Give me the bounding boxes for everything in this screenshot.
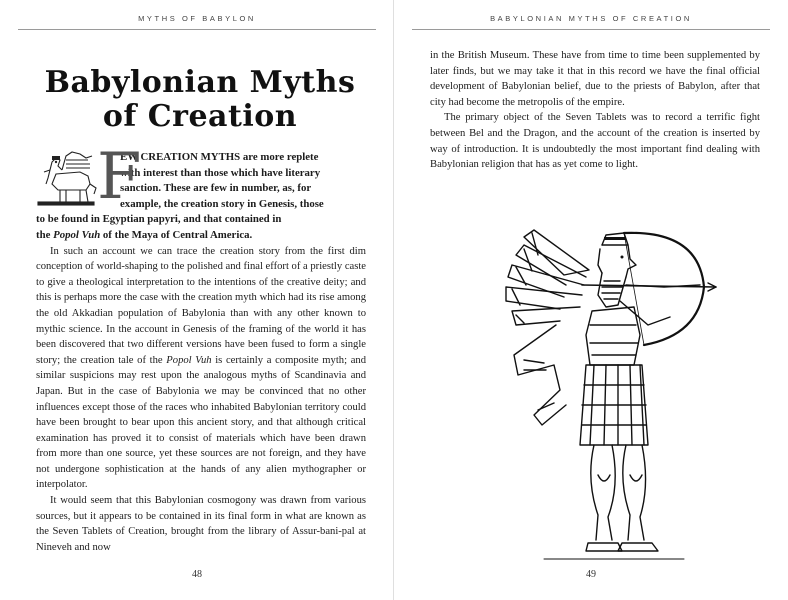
body-paragraph-1: In such an account we can trace the creation story from the first dim conception of world-shaping to the polished and final effort of a priestly caste to give a theological interpretation to the intentions of the creative deity; and this is perhaps more the case with the creation myth which had its rise among the old Akkadian population of Babylonia than with any other known to mythic science. In the account in Genesis of the framing of the world it has been discovered that two different versions have been fused to form a single story; the creation tale of the Popol Vuh is certainly a composite myth; and similar suspicions may rest upon the analogous myths of Scandinavia and Japan. But in the case of Babylonia we may be convinced that no other influences except those of the races who inhabited Babylonian territory could have been brought to bear upon this ancient story, and that although critical examination has proved it to consist of materials which have been drawn from more than one source, yet these sources are not foreign, and they have not undergone sophistication at the hands of any alien mythographer or interpolator. (36, 245, 366, 491)
drop-cap: F (97, 140, 142, 214)
popol-vuh-title: Popol Vuh (166, 354, 212, 366)
title-line-1: Babylonian Myths (44, 65, 356, 100)
body-paragraph-2: It would seem that this Babylonian cosmogony was drawn from various sources, but it appears to be contained in its final form in what are known as the Seven Tablets of Creation, brought from the library of Assur-bani-pal at Nineveh and now (36, 495, 366, 553)
right-running-head: BABYLONIAN MYTHS OF CREATION (412, 14, 770, 30)
right-page-number: 49 (586, 569, 596, 580)
lead-line: EW CREATION MYTHS are more replete (120, 151, 319, 163)
lead-line: sanction. These are few in number, as, for (120, 182, 312, 195)
right-text (430, 48, 760, 173)
chapter-title (40, 66, 360, 134)
left-running-head: MYTHS OF BABYLON (18, 14, 376, 30)
lead-line: to be found in Egyptian papyri, and that contained in (36, 213, 282, 226)
popol-vuh-title: Popol Vuh (53, 228, 101, 241)
continued-paragraph: in the British Museum. These have from time to time been supplemented by later finds, but we may take it that in this record we have the final official development of Babylonian belief, due to the priests of Babylon, after that city had become the metropolis of the empire. (430, 50, 760, 108)
lead-line: example, the creation story in Genesis, those (120, 197, 324, 210)
lamassu-icon (36, 150, 98, 206)
assyrian-winged-archer-icon (494, 225, 719, 563)
opening-section (36, 140, 366, 555)
lead-line-last: the Popol Vuh of the Maya of Central America. (36, 228, 253, 241)
body-paragraph-3: The primary object of the Seven Tablets was to record a terrific fight between Bel and the Dragon, and the account of the creation is inserted by way of introduction. It is undoubtedly the most important find dealing with Babylonian religion that has as yet come to light. (430, 112, 760, 171)
right-page (394, 0, 788, 600)
lead-line: with interest than those which have literary (120, 166, 321, 179)
left-page-number: 48 (192, 569, 202, 580)
title-line-2: of Creation (102, 99, 298, 134)
